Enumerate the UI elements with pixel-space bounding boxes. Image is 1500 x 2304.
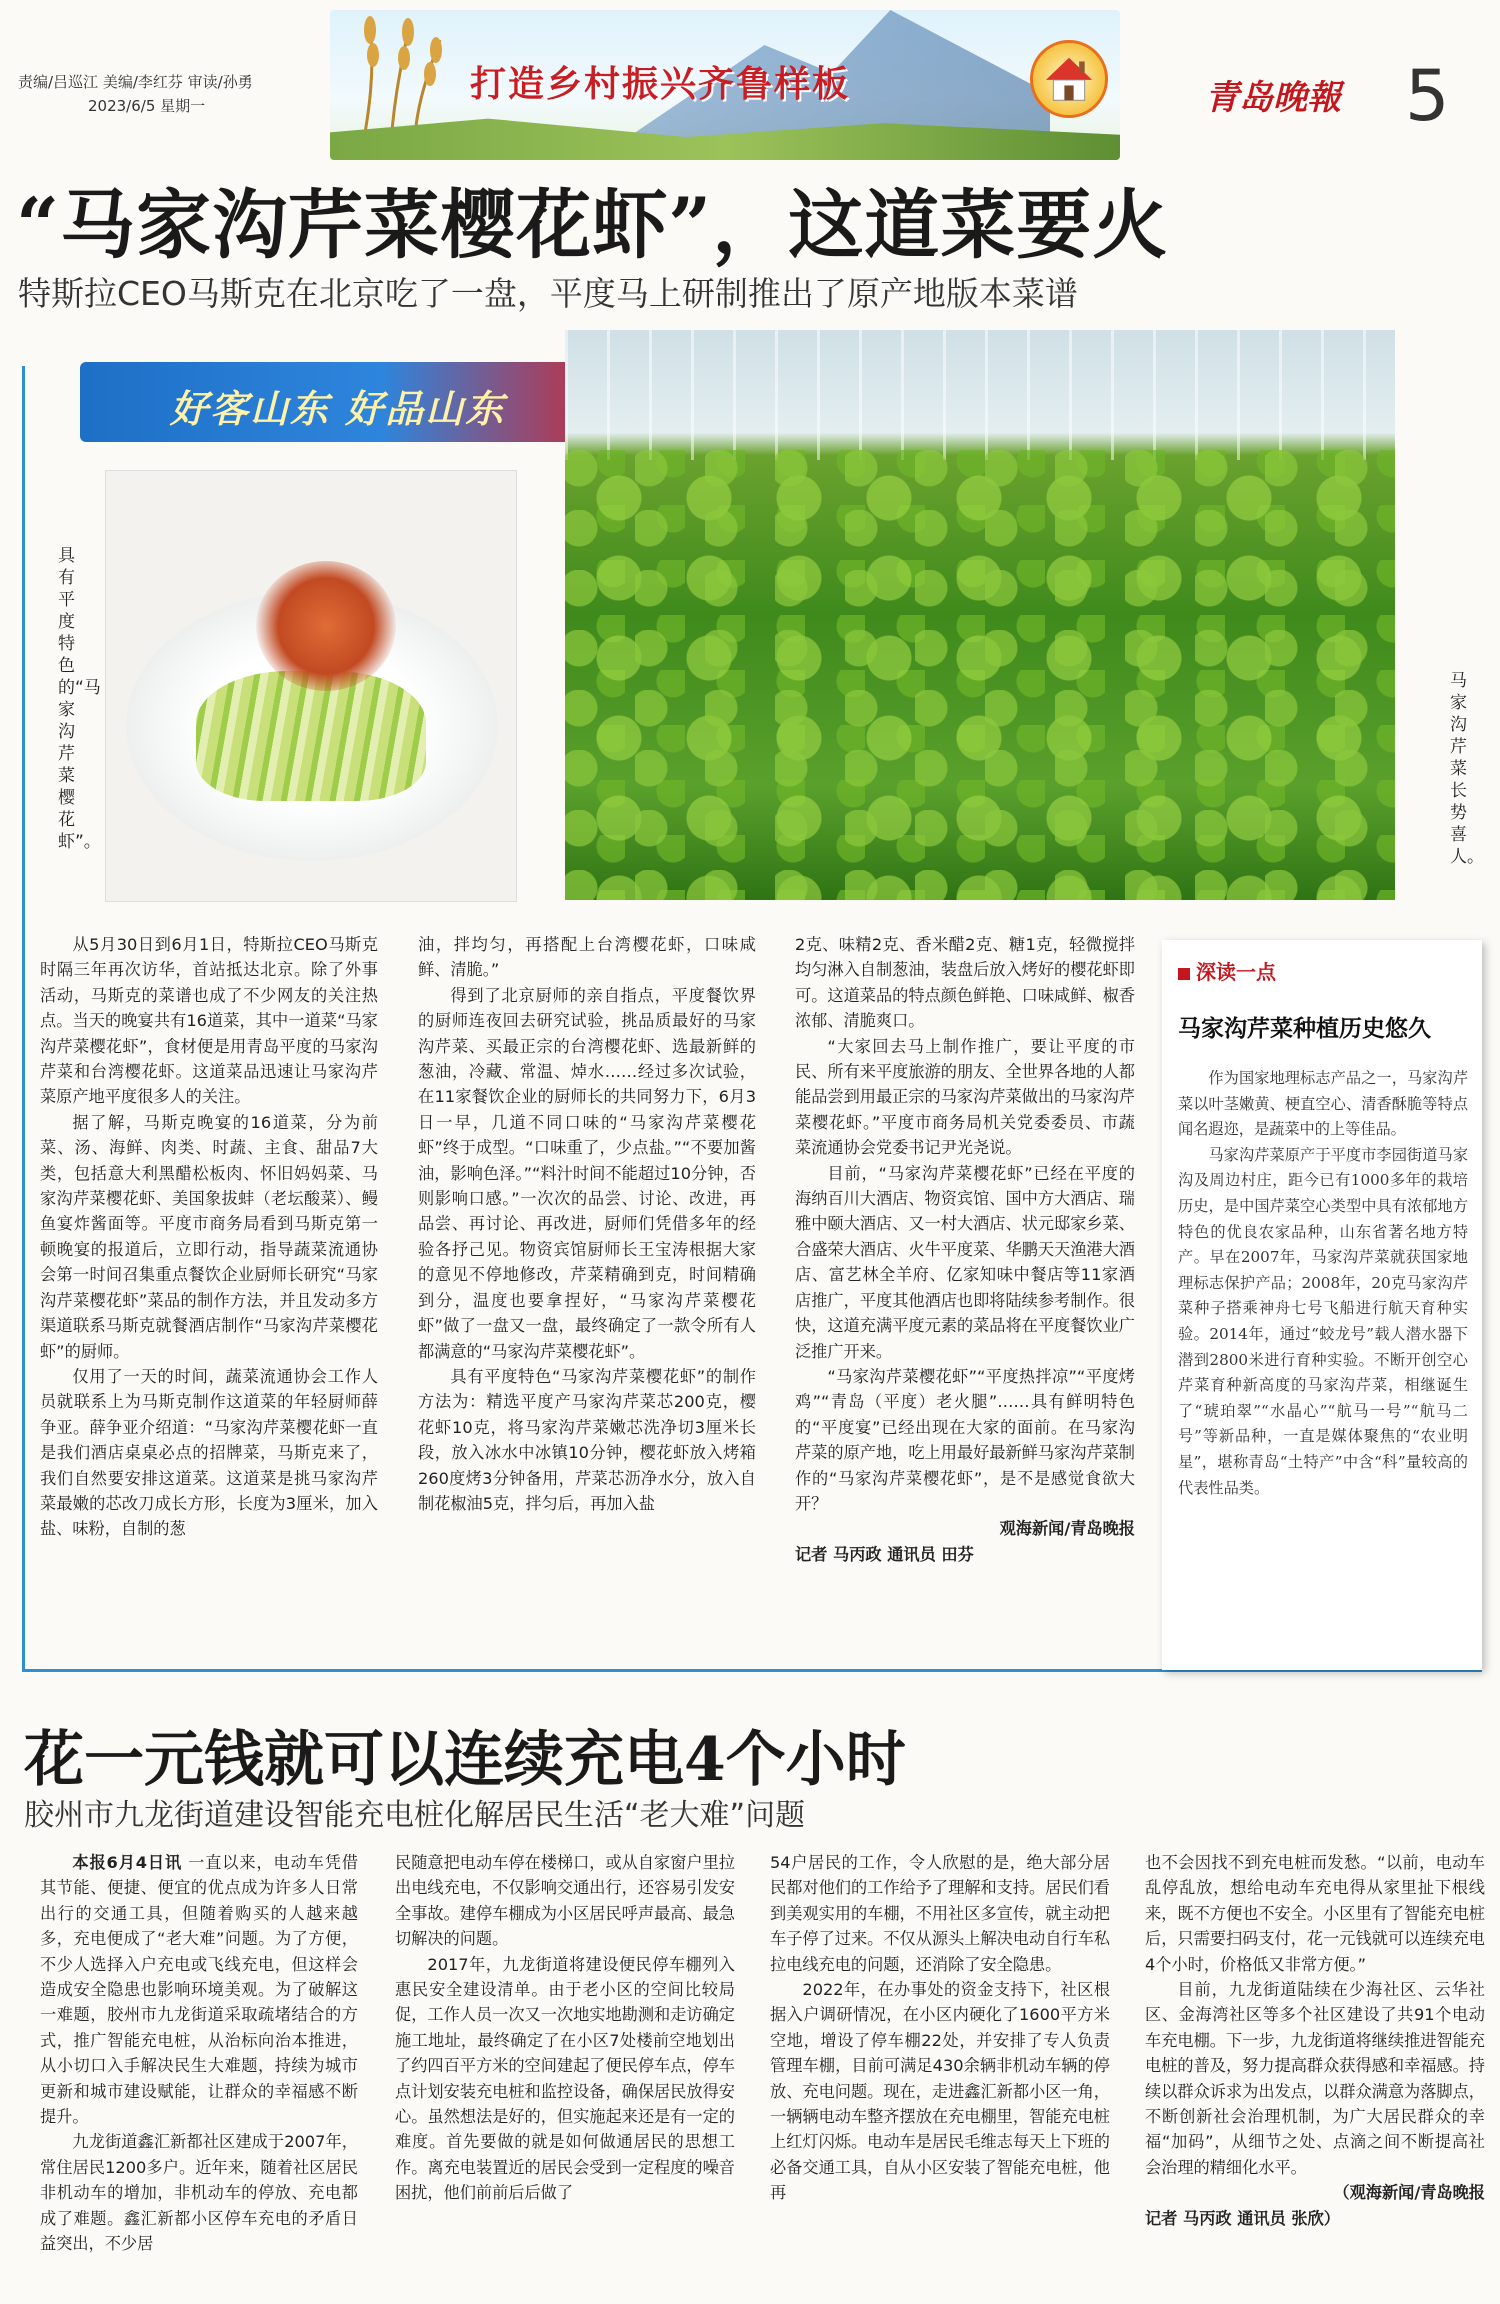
deep-read-body [1178,1066,1468,1501]
paragraph: 具有平度特色“马家沟芹菜樱花虾”的制作方法为：精选平度产马家沟芹菜芯200克，樱花虾10克，将马家沟芹菜嫩芯洗净切3厘米长段，放入冰水中冰镇10分钟，樱花虾放入烤箱260度烤3分钟备用，芹菜芯沥净水分，放入自制花椒油5克，拌匀后，再加入盐 [418,1366,756,1513]
paragraph-text: 一直以来，电动车凭借其节能、便捷、便宜的优点成为许多人日常出行的交通工具，但随着购买的人越来越多，充电便成了“老大难”问题。为了方便，不少人选择入户充电或飞线充电，但这样会造成安全隐患也影响环境美观。为了破解这一难题，胶州市九龙街道采取疏堵结合的方式，推广智能充电桩，从治标向治本推进，从小切口入手解决民生大难题，持续为城市更新和城市建设赋能，让群众的幸福感不断提升。 [40,1853,358,2127]
story1-column-1 [40,932,378,1542]
byline-names: 记者 马丙政 通讯员 田芬 [795,1544,974,1564]
house-icon [1030,40,1108,118]
byline-source: （观海新闻/青岛晚报 [1333,2183,1485,2203]
paragraph: 目前，九龙街道陆续在少海社区、云华社区、金海湾社区等多个社区建设了共91个电动车充电棚。下一步，九龙街道将继续推进智能充电桩的普及，努力提高群众获得感和幸福感。持续以群众诉求为出发点，以群众满意为落脚点，不断创新社会治理机制，为广大居民群众的幸福“加码”，从细节之处、点滴之间不断提高社会治理的精细化水平。 [1145,1980,1485,2177]
story2-column-3 [770,1850,1110,2206]
paragraph: 也不会因找不到充电桩而发愁。“以前，电动车乱停乱放，想给电动车充电得从家里扯下根线来，既不方便也不安全。小区里有了智能充电桩后，只需要扫码支付，花一元钱就可以连续充电4个小时，价格低又非常方便。” [1145,1853,1485,1974]
dish-photo [105,470,517,902]
editor-credits: 责编/吕巡江 美编/李红芬 审读/孙勇 [18,73,253,91]
slogan-text: 好客山东 好品山东 [170,386,506,431]
story1-column-3 [795,932,1135,1567]
celery-field-photo [565,330,1395,900]
paragraph: 2017年，九龙街道将建设便民停车棚列入惠民安全建设清单。由于老小区的空间比较局促，工作人员一次又一次地实地勘测和走访确定施工地址，最终确定了在小区7处楼前空地划出了约四百平方米的空间建起了便民停车点，停车点计划安装充电桩和监控设备，确保居民放得安心。虽然想法是好的，但实施起来还是有一定的难度。首先要做的就是如何做通居民的思想工作。离充电装置近的居民会受到一定程度的噪音困扰，他们前前后后做了 [395,1954,735,2203]
byline [795,1516,1135,1541]
story1-column-2 [418,932,756,1516]
paragraph: 得到了北京厨师的亲自指点，平度餐饮界的厨师连夜回去研究试验，挑品质最好的马家沟芹菜、买最正宗的台湾樱花虾、选最新鲜的葱油，冷藏、常温、焯水……经过多次试验，在11家餐饮企业的厨师长的共同努力下，6月3日一早，几道不同口味的“马家沟芹菜樱花虾”终于成型。“口味重了，少点盐。”“不要加酱油，影响色泽。”“料汁时间不能超过10分钟，否则影响口感。”一次次的品尝、讨论、改进，再品尝、再讨论、再改进，厨师们凭借多年的经验各抒己见。物资宾馆厨师长王宝涛根据大家的意见不停地修改，芹菜精确到克，时间精确到分，温度也要拿捏好，“马家沟芹菜樱花虾”做了一盘又一盘，最终确定了一款令所有人都满意的“马家沟芹菜樱花虾”。 [418,985,756,1361]
byline [1145,2180,1485,2205]
subheadline-main: 特斯拉CEO马斯克在北京吃了一盘，平度马上研制推出了原产地版本菜谱 [18,274,1078,313]
leaves-graphic [565,450,1395,900]
dateline: 本报6月4日讯 [72,1853,183,1872]
paragraph: 九龙街道鑫汇新都社区建成于2007年，常住居民1200多户。近年来，随着社区居民非机动车的增加，非机动车的停放、充电都成了难题。鑫汇新都小区停车充电的矛盾日益突出，不少居 [40,2132,358,2254]
paragraph: 马家沟芹菜原产于平度市李园街道马家沟及周边村庄，距今已有1000多年的栽培历史，是中国芹菜空心类型中具有浓郁地方特色的优良农家品种，山东省著名地方特产。早在2007年，马家沟芹菜就获国家地理标志保护产品；2008年，20克马家沟芹菜种子搭乘神舟七号飞船进行航天育种实验。2014年，通过“蛟龙号”载人潜水器下潜到2800米进行育种实验。不断开创空心芹菜育种新高度的马家沟芹菜，相继诞生了“琥珀翠”“水晶心”“航马一号”“航马二号”等新品种，一直是媒体聚焦的“农业明星”，堪称青岛“土特产”中含“科”量较高的代表性品类。 [1178,1145,1468,1497]
paragraph: 2克、味精2克、香米醋2克、糖1克，轻微搅拌均匀淋入自制葱油，装盘后放入烤好的樱花虾即可。这道菜品的特点颜色鲜艳、口味咸鲜、椒香浓郁、清脆爽口。 [795,935,1135,1031]
byline [795,1542,1135,1567]
headline-main: “马家沟芹菜樱花虾”，这道菜要火 [16,181,1169,269]
byline [1145,2206,1485,2231]
paragraph: 目前，“马家沟芹菜樱花虾”已经在平度的海纳百川大酒店、物资宾馆、国中方大酒店、瑞雅中颐大酒店、又一村大酒店、状元邸家乡菜、合盛荣大酒店、火牛平度菜、华鹏天天渔港大酒店、富艺林全羊府、亿家知味中餐店等11家酒店推广，平度其他酒店也即将陆续参考制作。很快，这道充满平度元素的菜品将在平度餐饮业广泛推广开来。 [795,1163,1135,1361]
square-icon [1178,968,1190,980]
paragraph: 据了解，马斯克晚宴的16道菜，分为前菜、汤、海鲜、肉类、时蔬、主食、甜品7大类，包括意大利黑醋松板肉、怀旧妈妈菜、马家沟芹菜樱花虾、美国象拔蚌（老坛酸菜）、鳗鱼宴炸酱面等。平度市商务局看到马斯克第一顿晚宴的报道后，立即行动，指导蔬菜流通协会第一时间召集重点餐饮企业厨师长研究“马家沟芹菜樱花虾”菜品的制作方法，并且发动多方渠道联系马斯克就餐酒店制作“马家沟芹菜樱花虾”的厨师。 [40,1112,378,1361]
section-banner [330,10,1120,160]
greenhouse-graphic [565,330,1395,460]
deep-read-tag-text: 深读一点 [1196,960,1276,984]
paragraph: 54户居民的工作，令人欣慰的是，绝大部分居民都对他们的工作给予了理解和支持。居民们看到美观实用的车棚，不用社区多宣传，就主动把车子停了过来。不仅从源头上解决电动自行车私拉电线充电的问题，还消除了安全隐患。 [770,1853,1110,1974]
paragraph: 作为国家地理标志产品之一，马家沟芹菜以叶茎嫩黄、梗直空心、清香酥脆等特点闻名遐迩，是蔬菜中的上等佳品。 [1178,1069,1468,1139]
paragraph: “马家沟芹菜樱花虾”“平度热拌凉”“平度烤鸡”“青岛（平度）老火腿”……具有鲜明特色的“平度宴”已经出现在大家的面前。在马家沟芹菜的原产地，吃上用最好最新鲜马家沟芹菜制作的“马家沟芹菜樱花虾”，是不是感觉食欲大开？ [795,1366,1135,1513]
photo-caption-dish: 具有平度特色的“马家沟芹菜樱花虾”。 [58,546,101,852]
story2-column-1 [40,1850,358,2257]
paragraph: 从5月30日到6月1日，特斯拉CEO马斯克时隔三年再次访华，首站抵达北京。除了外事活动，马斯克的菜谱也成了不少网友的关注热点。当天的晚宴共有16道菜，其中一道菜“马家沟芹菜樱花虾”，食材便是用青岛平度的马家沟芹菜和台湾樱花虾。这道菜品迅速让马家沟芹菜原产地平度很多人的关注。 [40,935,378,1107]
photo-caption-field: 马家沟芹菜长势喜人。 [1450,671,1484,867]
deep-read-title: 马家沟芹菜种植历史悠久 [1178,1016,1431,1042]
paragraph: 仅用了一天的时间，蔬菜流通协会工作人员就联系上为马斯克制作这道菜的年轻厨师薛争亚。薛争亚介绍道：“马家沟芹菜樱花虾一直是我们酒店桌桌必点的招牌菜，马斯克来了，我们自然要安排这道菜。这道菜是挑马家沟芹菜最嫩的芯改刀成长方形，长度为3厘米，加入盐、味粉，自制的葱 [40,1366,378,1539]
page-meta [18,70,253,118]
story2-column-4 [1145,1850,1485,2231]
page-number: 5 [1405,55,1450,137]
subheadline-second: 胶州市九龙街道建设智能充电桩化解居民生活“老大难”问题 [24,1798,806,1833]
headline-second: 花一元钱就可以连续充电4个小时 [24,1725,906,1795]
newspaper-logo: 青岛晚報 [1205,78,1341,118]
issue-date: 2023/6/5 星期一 [88,97,206,115]
story2-column-2 [395,1850,735,2206]
paragraph: “大家回去马上制作推广，要让平度的市民、所有来平度旅游的朋友、全世界各地的人都能品尝到用最正宗的马家沟芹菜做出的马家沟芹菜樱花虾。”平度市商务局机关党委委员、市蔬菜流通协会党委书记尹光尧说。 [795,1036,1135,1158]
byline-source: 观海新闻/青岛晚报 [999,1519,1135,1539]
section-title: 打造乡村振兴齐鲁样板 [470,63,851,105]
celery-graphic [196,671,426,801]
paragraph: 民随意把电动车停在楼梯口，或从自家窗户里拉出电线充电，不仅影响交通出行，还容易引发安全事故。建停车棚成为小区居民呼声最高、最急切解决的问题。 [395,1853,735,1949]
deep-read-tag [1178,956,1276,985]
paragraph: 2022年，在办事处的资金支持下，社区根据入户调研情况，在小区内硬化了1600平方米空地，增设了停车棚22处，并安排了专人负责管理车棚，目前可满足430余辆非机动车辆的停放、充电问题。现在，走进鑫汇新都小区一角，一辆辆电动车整齐摆放在充电棚里，智能充电桩上红灯闪烁。电动车是居民毛维志每天上下班的必备交通工具，自从小区安装了智能充电桩，他再 [770,1980,1110,2203]
paragraph: 油，拌均匀，再搭配上台湾樱花虾，口味咸鲜、清脆。” [418,935,756,980]
paragraph [40,1850,358,2129]
shrimp-graphic [256,561,396,691]
byline-names: 记者 马丙政 通讯员 张欣） [1145,2208,1340,2228]
